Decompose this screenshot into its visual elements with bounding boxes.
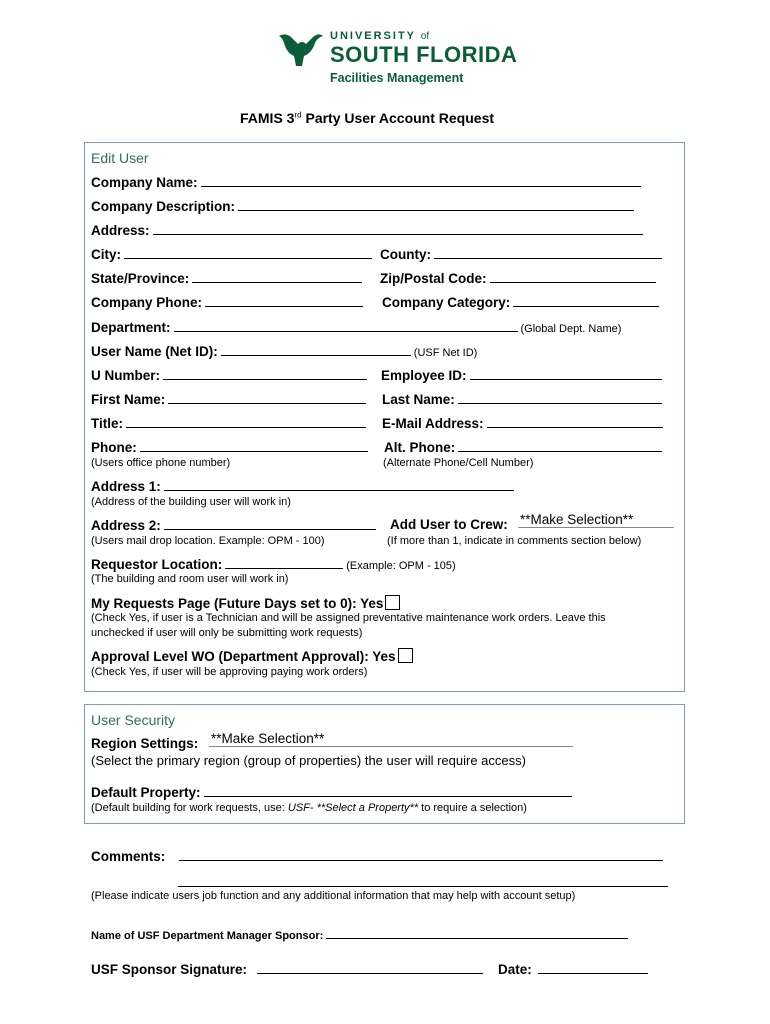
user-security-title: User Security xyxy=(91,712,176,728)
address-field[interactable]: Address: xyxy=(91,222,646,238)
my-requests-row: My Requests Page (Future Days set to 0): Yes xyxy=(91,595,400,611)
address2-field[interactable]: Address 2: xyxy=(91,517,379,533)
comments-line-2[interactable] xyxy=(178,874,668,887)
logo-university: UNIVERSITY xyxy=(330,30,416,42)
address1-note: (Address of the building user will work in) xyxy=(91,496,291,508)
region-note: (Select the primary region (group of properties) the user will require access) xyxy=(91,753,526,768)
comments-field[interactable]: Comments: xyxy=(91,848,666,864)
user-name-field[interactable]: User Name (Net ID): (USF Net ID) xyxy=(91,344,478,359)
add-user-crew-label: Add User to Crew: xyxy=(390,517,508,532)
bull-horns-icon xyxy=(276,30,324,70)
logo-dept: Facilities Management xyxy=(330,71,464,85)
county-field[interactable]: County: xyxy=(380,246,665,262)
page-title: FAMIS 3rd Party User Account Request xyxy=(240,110,495,126)
requestor-note: (The building and room user will work in) xyxy=(91,573,289,585)
phone-field[interactable]: Phone: xyxy=(91,439,371,455)
employee-id-field[interactable]: Employee ID: xyxy=(381,367,665,383)
my-requests-note-1: (Check Yes, if user is a Technician and will be assigned preventative maintenance work orders. Leave this xyxy=(91,612,606,624)
approval-row: Approval Level WO (Department Approval): Yes xyxy=(91,648,413,664)
my-requests-note-2: unchecked if user will only be submitting work requests) xyxy=(91,627,363,639)
manager-field[interactable]: Name of USF Department Manager Sponsor: xyxy=(91,926,631,942)
company-phone-field[interactable]: Company Phone: xyxy=(91,294,366,310)
state-field[interactable]: State/Province: xyxy=(91,270,365,286)
title-field[interactable]: Title: xyxy=(91,415,369,431)
company-name-field[interactable]: Company Name: xyxy=(91,174,644,190)
crew-note: (If more than 1, indicate in comments section below) xyxy=(387,535,642,547)
approval-checkbox[interactable] xyxy=(398,648,413,663)
default-property-field[interactable]: Default Property: xyxy=(91,784,575,800)
address2-note: (Users mail drop location. Example: OPM - 100) xyxy=(91,535,325,547)
phone-note: (Users office phone number) xyxy=(91,457,231,469)
logo-name: SOUTH FLORIDA xyxy=(330,42,518,67)
logo-of: of xyxy=(420,31,430,42)
company-description-field[interactable]: Company Description: xyxy=(91,198,637,214)
edit-user-title: Edit User xyxy=(91,150,149,166)
crew-select[interactable]: **Make Selection** xyxy=(518,512,674,528)
signature-field[interactable]: USF Sponsor Signature: xyxy=(91,961,486,977)
alt-phone-field[interactable]: Alt. Phone: xyxy=(384,439,665,455)
comments-note: (Please indicate users job function and any additional information that may help with account setup) xyxy=(91,890,576,902)
region-select[interactable]: **Make Selection** xyxy=(209,731,573,747)
requestor-location-field[interactable]: Requestor Location: (Example: OPM - 105) xyxy=(91,557,456,572)
last-name-field[interactable]: Last Name: xyxy=(382,391,665,407)
company-category-field[interactable]: Company Category: xyxy=(382,294,662,310)
alt-phone-note: (Alternate Phone/Cell Number) xyxy=(383,457,534,469)
date-field[interactable]: Date: xyxy=(498,961,651,977)
address1-field[interactable]: Address 1: xyxy=(91,478,517,494)
department-field[interactable]: Department: (Global Dept. Name) xyxy=(91,320,622,335)
email-field[interactable]: E-Mail Address: xyxy=(382,415,666,431)
my-requests-checkbox[interactable] xyxy=(385,595,400,610)
first-name-field[interactable]: First Name: xyxy=(91,391,369,407)
city-field[interactable]: City: xyxy=(91,246,375,262)
zip-field[interactable]: Zip/Postal Code: xyxy=(380,270,659,286)
u-number-field[interactable]: U Number: xyxy=(91,367,370,383)
approval-note: (Check Yes, if user will be approving paying work orders) xyxy=(91,666,368,678)
default-property-note: (Default building for work requests, use: USF- **Select a Property** to require a selection) xyxy=(91,802,527,814)
region-label: Region Settings: xyxy=(91,736,199,751)
